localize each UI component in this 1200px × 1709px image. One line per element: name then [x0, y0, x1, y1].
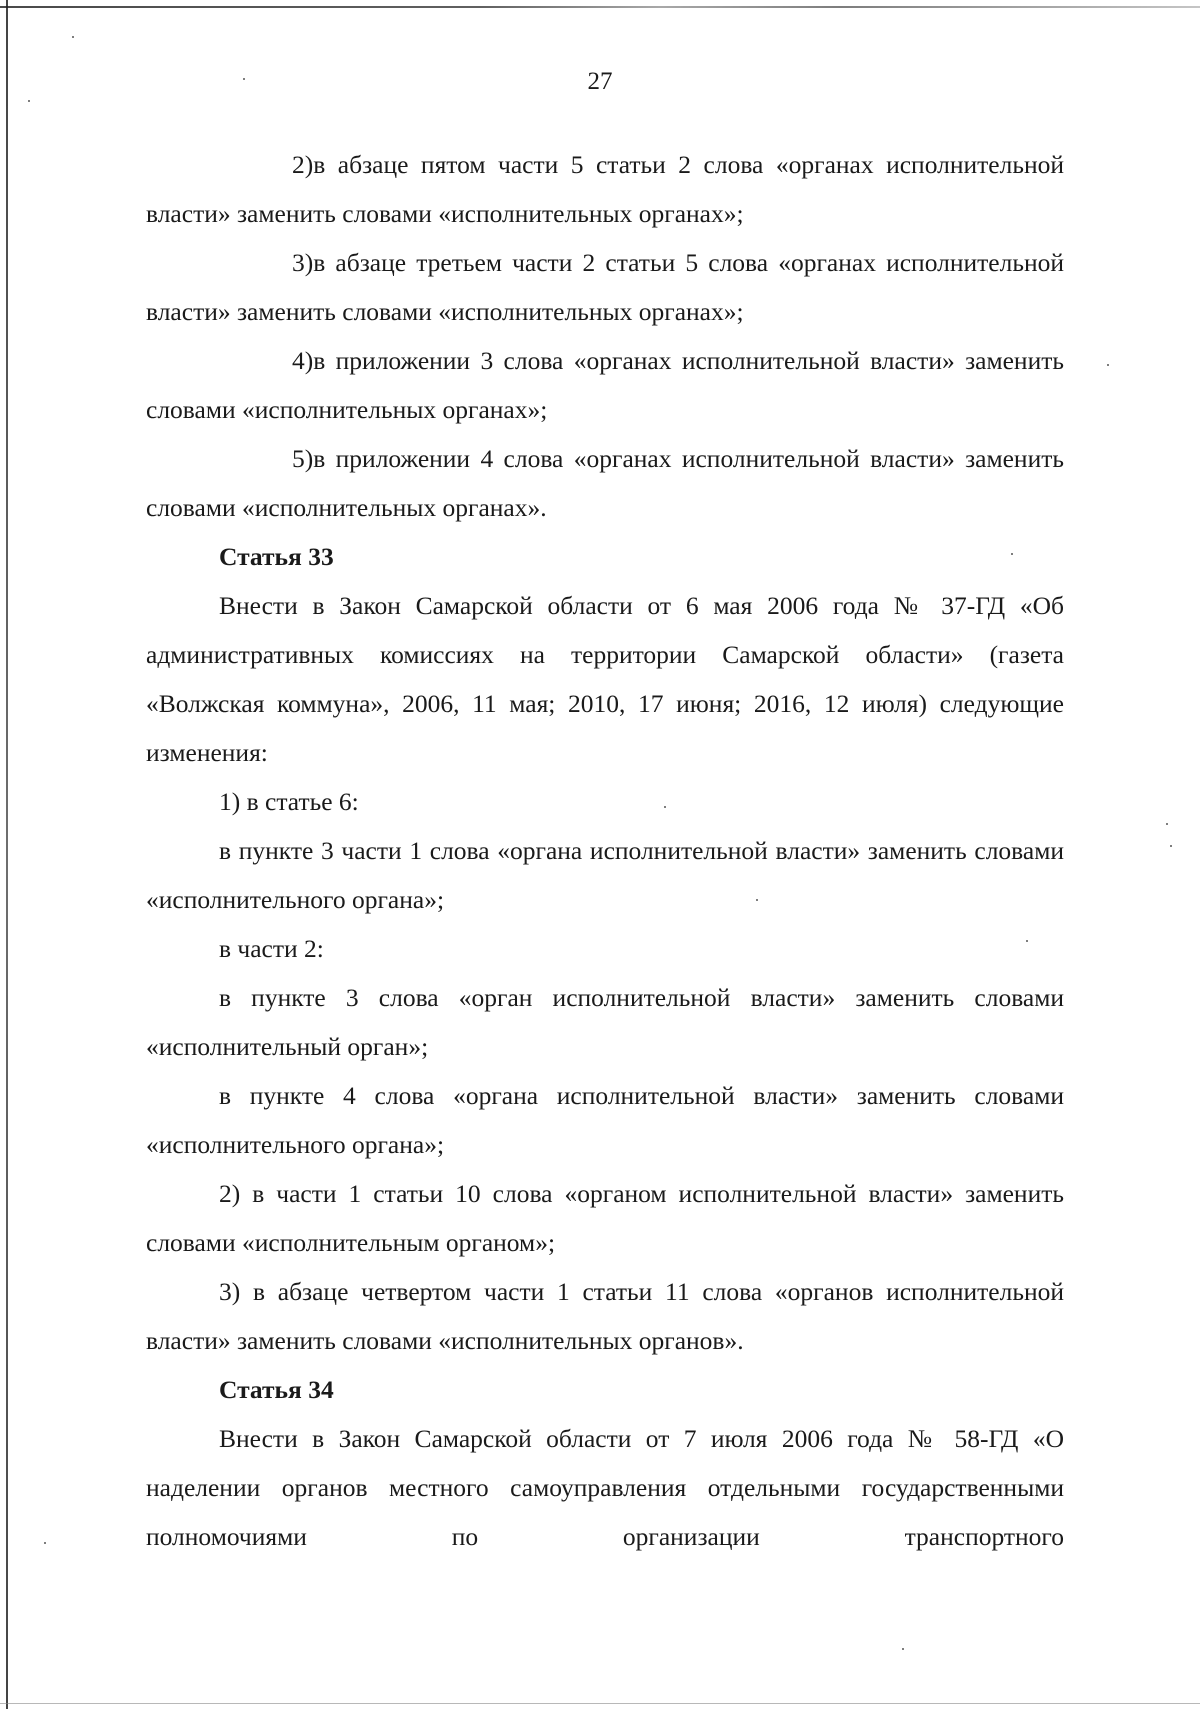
item-number: 4) [292, 346, 314, 375]
item-number: 5) [292, 444, 314, 473]
scan-speck [902, 1648, 904, 1650]
amendment-subitem: в части 2: [219, 934, 324, 963]
amendment-item [146, 434, 1064, 532]
item-number: 2) [292, 150, 314, 179]
amendment-item [146, 336, 1064, 434]
amendment-item: 1) в статье 6: [219, 787, 359, 816]
item-number: 3) [292, 248, 314, 277]
item-text: в абзаце пятом части 5 статьи 2 слова «органах исполнительной власти» заменить словами «исполнительных органах»; [146, 150, 1064, 228]
scan-speck [28, 100, 30, 102]
amendment-item [146, 238, 1064, 336]
amendment-item: 3) в абзаце четвертом части 1 статьи 11 слова «органов исполнительной власти» заменить словами «исполнительных органов». [146, 1277, 1064, 1355]
scan-speck [1107, 364, 1109, 366]
scan-edge-left [6, 0, 8, 1709]
amendment-subitem: в пункте 4 слова «органа исполнительной власти» заменить словами «исполнительного органа»; [146, 1081, 1064, 1159]
article-heading: Статья 33 [219, 542, 334, 571]
scan-speck [1170, 845, 1172, 847]
item-text: в приложении 4 слова «органах исполнительной власти» заменить словами «исполнительных органах». [146, 444, 1064, 522]
scan-speck [44, 1542, 46, 1544]
page-number: 27 [587, 68, 613, 95]
item-text: в абзаце третьем части 2 статьи 5 слова «органах исполнительной власти» заменить словами «исполнительных органах»; [146, 248, 1064, 326]
scan-speck [1166, 823, 1168, 825]
document-body [146, 140, 1064, 1561]
scan-speck [72, 36, 74, 38]
scan-edge-bottom [0, 1703, 1200, 1704]
article-intro: Внести в Закон Самарской области от 7 июля 2006 года № 58-ГД «О наделении органов местного самоуправления отдельными государственными полномочиями по организации транспортного [146, 1424, 1064, 1551]
article-intro: Внести в Закон Самарской области от 6 мая 2006 года № 37-ГД «Об административных комиссиях на территории Самарской области» (газета «Волжская коммуна», 2006, 11 мая; 2010, 17 июня; 2016, 12 июля) следующие изменения: [146, 591, 1064, 767]
amendment-subitem: в пункте 3 слова «орган исполнительной власти» заменить словами «исполнительный орган»; [146, 983, 1064, 1061]
article-heading: Статья 34 [219, 1375, 334, 1404]
amendment-subitem: в пункте 3 части 1 слова «органа исполнительной власти» заменить словами «исполнительного органа»; [146, 836, 1064, 914]
scan-edge-top [0, 6, 1200, 8]
amendment-item: 2) в части 1 статьи 10 слова «органом исполнительной власти» заменить словами «исполнительным органом»; [146, 1179, 1064, 1257]
item-text: в приложении 3 слова «органах исполнительной власти» заменить словами «исполнительных органах»; [146, 346, 1064, 424]
amendment-item [146, 140, 1064, 238]
